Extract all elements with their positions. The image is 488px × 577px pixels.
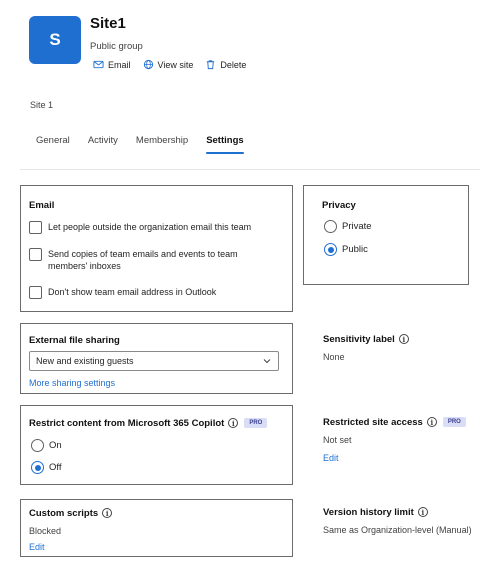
restricted-access-title-row (323, 417, 466, 428)
tab-divider (20, 169, 480, 170)
sensitivity-title-row (323, 334, 409, 345)
email-action-label: Email (108, 59, 131, 70)
tab-general[interactable]: General (36, 135, 70, 146)
sensitivity-value: None (323, 352, 345, 362)
hide-address-label: Don't show team email address in Outlook (48, 287, 217, 297)
privacy-title: Privacy (322, 200, 356, 211)
info-icon[interactable]: i (399, 334, 409, 344)
tab-activity[interactable]: Activity (87, 135, 118, 146)
restricted-access-edit-link[interactable]: Edit (323, 453, 339, 463)
copilot-title: Restrict content from Microsoft 365 Copilot (29, 418, 225, 429)
privacy-box (303, 185, 469, 285)
copilot-restrict-box (20, 405, 293, 485)
custom-scripts-title-row (29, 508, 112, 519)
pro-badge: PRO (244, 418, 267, 428)
copilot-off-radio[interactable] (31, 461, 44, 474)
send-copies-label-line2: members' inboxes (48, 261, 121, 271)
send-copies-checkbox[interactable] (29, 248, 42, 261)
privacy-option-private (324, 220, 372, 233)
public-label: Public (342, 244, 368, 255)
email-section-title: Email (29, 200, 55, 211)
copilot-option-off (31, 461, 62, 474)
version-history-value: Same as Organization-level (Manual) (323, 525, 472, 535)
view-site-action-label: View site (157, 59, 194, 70)
globe-icon (143, 59, 154, 70)
pro-badge: PRO (443, 417, 466, 427)
custom-scripts-box (20, 499, 293, 557)
tab-bar (36, 135, 262, 154)
avatar-letter: S (49, 30, 61, 49)
external-sharing-title: External file sharing (29, 335, 120, 346)
copilot-on-radio[interactable] (31, 439, 44, 452)
tab-membership[interactable]: Membership (135, 135, 189, 146)
email-action-button[interactable] (93, 59, 131, 70)
tab-settings[interactable]: Settings (206, 135, 243, 154)
version-history-title-row (323, 507, 472, 518)
breadcrumb: Site 1 (30, 100, 54, 110)
site-title: Site1 (90, 15, 126, 32)
custom-scripts-edit-link[interactable]: Edit (29, 542, 45, 552)
external-sharing-dropdown[interactable] (29, 351, 279, 371)
copilot-off-label: Off (49, 462, 62, 473)
mail-icon (93, 59, 104, 70)
group-type: Public group (90, 41, 143, 52)
site-actions (93, 59, 246, 70)
chevron-down-icon (262, 356, 272, 366)
external-sharing-value: New and existing guests (36, 356, 134, 366)
site-avatar (29, 16, 81, 64)
version-history-section (323, 507, 472, 535)
info-icon[interactable]: i (102, 508, 112, 518)
email-option-hide-address (29, 286, 216, 299)
email-option-outside (29, 221, 251, 234)
custom-scripts-title: Custom scripts (29, 508, 99, 519)
delete-action-button[interactable] (205, 59, 246, 70)
private-label: Private (342, 221, 372, 232)
custom-scripts-value: Blocked (29, 526, 62, 536)
private-radio[interactable] (324, 220, 337, 233)
more-sharing-settings-link[interactable]: More sharing settings (29, 378, 116, 388)
view-site-action-button[interactable] (143, 59, 194, 70)
restricted-access-value: Not set (323, 435, 352, 445)
email-settings-box (20, 185, 293, 312)
public-radio[interactable] (324, 243, 337, 256)
sensitivity-title: Sensitivity label (323, 334, 395, 345)
hide-address-checkbox[interactable] (29, 286, 42, 299)
outside-email-label: Let people outside the organization email this team (48, 222, 252, 232)
restricted-access-section (323, 417, 466, 463)
external-sharing-box (20, 323, 293, 394)
info-icon[interactable]: i (418, 507, 428, 517)
info-icon[interactable]: i (427, 417, 437, 427)
privacy-option-public (324, 243, 368, 256)
copilot-title-row (29, 418, 267, 429)
trash-icon (205, 59, 216, 70)
send-copies-label-line1: Send copies of team emails and events to team (48, 249, 238, 259)
delete-action-label: Delete (220, 59, 247, 70)
copilot-on-label: On (49, 440, 62, 451)
info-icon[interactable]: i (228, 418, 238, 428)
outside-email-checkbox[interactable] (29, 221, 42, 234)
version-history-title: Version history limit (323, 507, 414, 518)
copilot-option-on (31, 439, 62, 452)
restricted-access-title: Restricted site access (323, 417, 423, 428)
sensitivity-label-section (323, 334, 409, 362)
email-option-copies (29, 248, 238, 272)
